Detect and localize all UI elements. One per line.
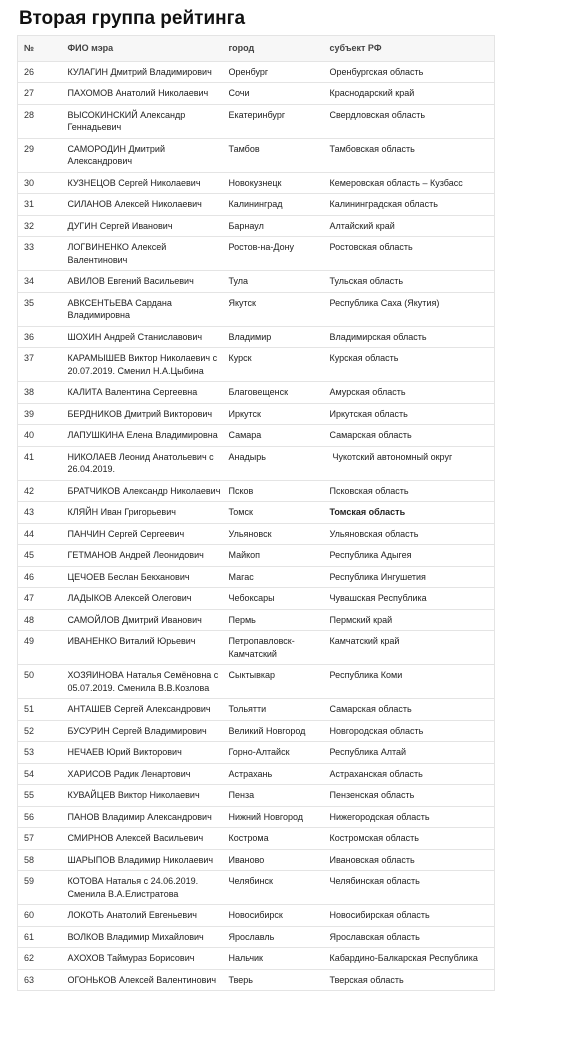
cell-region: Амурская область — [324, 382, 495, 404]
cell-num: 28 — [18, 104, 62, 138]
cell-num: 38 — [18, 382, 62, 404]
table-row — [18, 588, 495, 610]
cell-num: 30 — [18, 172, 62, 194]
cell-region: Республика Адыгея — [324, 545, 495, 567]
cell-name: НЕЧАЕВ Юрий Викторович — [62, 742, 223, 764]
cell-num: 56 — [18, 806, 62, 828]
cell-city: Иваново — [223, 849, 324, 871]
cell-city: Нижний Новгород — [223, 806, 324, 828]
cell-name: ДУГИН Сергей Иванович — [62, 215, 223, 237]
cell-num: 45 — [18, 545, 62, 567]
cell-name: КЛЯЙН Иван Григорьевич — [62, 502, 223, 524]
cell-region: Республика Ингушетия — [324, 566, 495, 588]
cell-num: 53 — [18, 742, 62, 764]
cell-name: КУЗНЕЦОВ Сергей Николаевич — [62, 172, 223, 194]
cell-name: САМОЙЛОВ Дмитрий Иванович — [62, 609, 223, 631]
cell-city: Тольятти — [223, 699, 324, 721]
column-header-num: № — [18, 36, 62, 62]
cell-num: 37 — [18, 348, 62, 382]
cell-region: Республика Алтай — [324, 742, 495, 764]
table-row — [18, 348, 495, 382]
cell-num: 61 — [18, 926, 62, 948]
cell-num: 29 — [18, 138, 62, 172]
cell-city: Магас — [223, 566, 324, 588]
cell-name: ПАХОМОВ Анатолий Николаевич — [62, 83, 223, 105]
cell-region: Псковская область — [324, 480, 495, 502]
cell-name: АВИЛОВ Евгений Васильевич — [62, 271, 223, 293]
cell-region: Калининградская область — [324, 194, 495, 216]
table-row — [18, 806, 495, 828]
cell-region: Ивановская область — [324, 849, 495, 871]
cell-region: Камчатский край — [324, 631, 495, 665]
cell-name: АНТАШЕВ Сергей Александрович — [62, 699, 223, 721]
table-row — [18, 720, 495, 742]
cell-name: БРАТЧИКОВ Александр Николаевич — [62, 480, 223, 502]
table-row — [18, 785, 495, 807]
cell-num: 49 — [18, 631, 62, 665]
table-row — [18, 104, 495, 138]
table-row — [18, 763, 495, 785]
cell-name: СМИРНОВ Алексей Васильевич — [62, 828, 223, 850]
cell-city: Курск — [223, 348, 324, 382]
table-row — [18, 138, 495, 172]
cell-region: Республика Саха (Якутия) — [324, 292, 495, 326]
cell-region: Алтайский край — [324, 215, 495, 237]
cell-num: 26 — [18, 61, 62, 83]
cell-region: Республика Коми — [324, 665, 495, 699]
cell-num: 50 — [18, 665, 62, 699]
cell-region: Кемеровская область – Кузбасс — [324, 172, 495, 194]
cell-region: Астраханская область — [324, 763, 495, 785]
table-row — [18, 326, 495, 348]
cell-region: Тамбовская область — [324, 138, 495, 172]
cell-region: Владимирская область — [324, 326, 495, 348]
cell-city: Псков — [223, 480, 324, 502]
table-row — [18, 631, 495, 665]
cell-name: СИЛАНОВ Алексей Николаевич — [62, 194, 223, 216]
cell-region: Свердловская область — [324, 104, 495, 138]
cell-num: 35 — [18, 292, 62, 326]
table-row — [18, 446, 495, 480]
cell-region: Челябинская область — [324, 871, 495, 905]
page-title: Вторая группа рейтинга — [19, 8, 246, 29]
cell-num: 33 — [18, 237, 62, 271]
cell-num: 41 — [18, 446, 62, 480]
cell-city: Чебоксары — [223, 588, 324, 610]
cell-name: ЛАПУШКИНА Елена Владимировна — [62, 425, 223, 447]
cell-region: Томская область — [324, 502, 495, 524]
cell-name: ПАНОВ Владимир Александрович — [62, 806, 223, 828]
cell-name: ШОХИН Андрей Станиславович — [62, 326, 223, 348]
cell-region: Новгородская область — [324, 720, 495, 742]
table-row — [18, 849, 495, 871]
cell-city: Горно-Алтайск — [223, 742, 324, 764]
cell-num: 63 — [18, 969, 62, 991]
cell-city: Ярославль — [223, 926, 324, 948]
cell-region: Пензенская область — [324, 785, 495, 807]
table-row — [18, 83, 495, 105]
cell-name: КУВАЙЦЕВ Виктор Николаевич — [62, 785, 223, 807]
cell-city: Екатеринбург — [223, 104, 324, 138]
table-row — [18, 905, 495, 927]
cell-num: 59 — [18, 871, 62, 905]
cell-name: САМОРОДИН Дмитрий Александрович — [62, 138, 223, 172]
cell-city: Иркутск — [223, 403, 324, 425]
table-row — [18, 566, 495, 588]
cell-name: ВОЛКОВ Владимир Михайлович — [62, 926, 223, 948]
table-row — [18, 609, 495, 631]
cell-name: БЕРДНИКОВ Дмитрий Викторович — [62, 403, 223, 425]
cell-name: АХОХОВ Таймураз Борисович — [62, 948, 223, 970]
cell-city: Сыктывкар — [223, 665, 324, 699]
cell-name: ПАНЧИН Сергей Сергеевич — [62, 523, 223, 545]
cell-num: 39 — [18, 403, 62, 425]
cell-region: Ярославская область — [324, 926, 495, 948]
table-row — [18, 237, 495, 271]
table-header-row — [18, 36, 495, 62]
table-row — [18, 403, 495, 425]
cell-num: 57 — [18, 828, 62, 850]
cell-num: 54 — [18, 763, 62, 785]
cell-name: ШАРЫПОВ Владимир Николаевич — [62, 849, 223, 871]
cell-name: НИКОЛАЕВ Леонид Анатольевич с 26.04.2019. — [62, 446, 223, 480]
table-row — [18, 382, 495, 404]
cell-region: Пермский край — [324, 609, 495, 631]
cell-name: ОГОНЬКОВ Алексей Валентинович — [62, 969, 223, 991]
cell-city: Астрахань — [223, 763, 324, 785]
cell-city: Благовещенск — [223, 382, 324, 404]
table-row — [18, 215, 495, 237]
cell-city: Великий Новгород — [223, 720, 324, 742]
cell-num: 34 — [18, 271, 62, 293]
cell-name: ИВАНЕНКО Виталий Юрьевич — [62, 631, 223, 665]
cell-name: ЛОГВИНЕНКО Алексей Валентинович — [62, 237, 223, 271]
table-row — [18, 742, 495, 764]
table-row — [18, 948, 495, 970]
cell-num: 31 — [18, 194, 62, 216]
cell-name: ХОЗЯИНОВА Наталья Семёновна с 05.07.2019. Сменила В.В.Козлова — [62, 665, 223, 699]
cell-region: Чувашская Республика — [324, 588, 495, 610]
cell-city: Тула — [223, 271, 324, 293]
cell-city: Челябинск — [223, 871, 324, 905]
cell-num: 40 — [18, 425, 62, 447]
cell-num: 55 — [18, 785, 62, 807]
cell-name: КУЛАГИН Дмитрий Владимирович — [62, 61, 223, 83]
cell-city: Пермь — [223, 609, 324, 631]
table-row — [18, 480, 495, 502]
cell-num: 48 — [18, 609, 62, 631]
cell-region: Новосибирская область — [324, 905, 495, 927]
cell-region: Нижегородская область — [324, 806, 495, 828]
cell-num: 42 — [18, 480, 62, 502]
cell-num: 46 — [18, 566, 62, 588]
cell-region: Кабардино-Балкарская Республика — [324, 948, 495, 970]
cell-num: 32 — [18, 215, 62, 237]
table-row — [18, 871, 495, 905]
cell-region: Самарская область — [324, 699, 495, 721]
table-row — [18, 425, 495, 447]
cell-name: КАРАМЫШЕВ Виктор Николаевич с 20.07.2019. Сменил Н.А.Цыбина — [62, 348, 223, 382]
table-row — [18, 699, 495, 721]
cell-city: Кострома — [223, 828, 324, 850]
cell-num: 52 — [18, 720, 62, 742]
cell-city: Самара — [223, 425, 324, 447]
table-row — [18, 926, 495, 948]
cell-region: Ростовская область — [324, 237, 495, 271]
cell-name: АВКСЕНТЬЕВА Сардана Владимировна — [62, 292, 223, 326]
table-row — [18, 665, 495, 699]
cell-city: Тверь — [223, 969, 324, 991]
table-row — [18, 523, 495, 545]
cell-num: 27 — [18, 83, 62, 105]
cell-name: КОТОВА Наталья с 24.06.2019. Сменила В.А.Елистратова — [62, 871, 223, 905]
cell-num: 47 — [18, 588, 62, 610]
cell-name: ЦЕЧОЕВ Беслан Бекханович — [62, 566, 223, 588]
cell-num: 44 — [18, 523, 62, 545]
cell-city: Ростов-на-Дону — [223, 237, 324, 271]
cell-num: 36 — [18, 326, 62, 348]
cell-num: 58 — [18, 849, 62, 871]
cell-city: Анадырь — [223, 446, 324, 480]
table-row — [18, 292, 495, 326]
cell-city: Майкоп — [223, 545, 324, 567]
table-row — [18, 502, 495, 524]
cell-city: Барнаул — [223, 215, 324, 237]
cell-city: Нальчик — [223, 948, 324, 970]
column-header-name: ФИО мэра — [62, 36, 223, 62]
cell-name: КАЛИТА Валентина Сергеевна — [62, 382, 223, 404]
table-row — [18, 545, 495, 567]
cell-num: 62 — [18, 948, 62, 970]
cell-city: Оренбург — [223, 61, 324, 83]
cell-num: 43 — [18, 502, 62, 524]
table-body — [18, 61, 495, 991]
cell-region: Оренбургская область — [324, 61, 495, 83]
cell-city: Петропавловск-Камчатский — [223, 631, 324, 665]
table-row — [18, 61, 495, 83]
cell-city: Владимир — [223, 326, 324, 348]
cell-region: Тульская область — [324, 271, 495, 293]
cell-name: ХАРИСОВ Радик Ленартович — [62, 763, 223, 785]
table-row — [18, 172, 495, 194]
rating-table — [17, 35, 495, 991]
table-row — [18, 271, 495, 293]
cell-region: Краснодарский край — [324, 83, 495, 105]
cell-city: Ульяновск — [223, 523, 324, 545]
table-row — [18, 828, 495, 850]
cell-num: 60 — [18, 905, 62, 927]
cell-city: Томск — [223, 502, 324, 524]
cell-city: Новокузнецк — [223, 172, 324, 194]
cell-name: ВЫСОКИНСКИЙ Александр Геннадьевич — [62, 104, 223, 138]
cell-region: Костромская область — [324, 828, 495, 850]
cell-region: Иркутская область — [324, 403, 495, 425]
cell-num: 51 — [18, 699, 62, 721]
table-row — [18, 194, 495, 216]
cell-region: Ульяновская область — [324, 523, 495, 545]
column-header-city: город — [223, 36, 324, 62]
cell-name: ЛОКОТЬ Анатолий Евгеньевич — [62, 905, 223, 927]
cell-name: ГЕТМАНОВ Андрей Леонидович — [62, 545, 223, 567]
cell-region: Курская область — [324, 348, 495, 382]
cell-region: Самарская область — [324, 425, 495, 447]
cell-region: Чукотский автономный округ — [324, 446, 495, 480]
cell-name: БУСУРИН Сергей Владимирович — [62, 720, 223, 742]
cell-city: Новосибирск — [223, 905, 324, 927]
cell-name: ЛАДЫКОВ Алексей Олегович — [62, 588, 223, 610]
cell-city: Пенза — [223, 785, 324, 807]
table-row — [18, 969, 495, 991]
cell-city: Калининград — [223, 194, 324, 216]
cell-region: Тверская область — [324, 969, 495, 991]
cell-city: Сочи — [223, 83, 324, 105]
cell-city: Тамбов — [223, 138, 324, 172]
cell-city: Якутск — [223, 292, 324, 326]
column-header-region: субъект РФ — [324, 36, 495, 62]
